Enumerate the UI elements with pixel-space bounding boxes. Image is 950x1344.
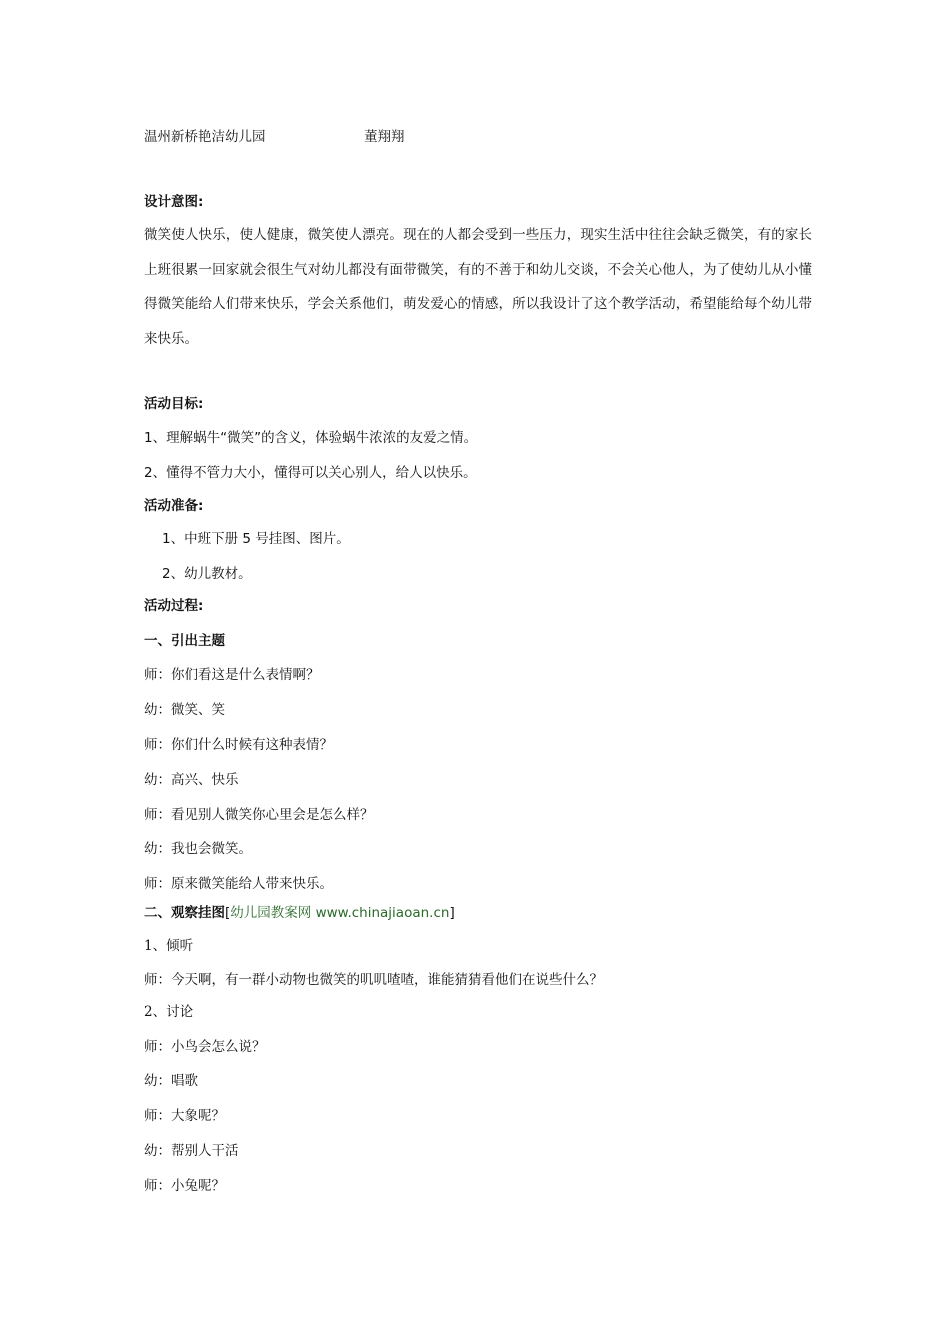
section2-title: 二、观察挂图 — [144, 905, 225, 921]
dialogue-line: 幼：我也会微笑。 — [144, 841, 252, 857]
school-name: 温州新桥艳洁幼儿园 — [144, 129, 266, 145]
dialogue-line: 师：看见别人微笑你心里会是怎么样？ — [144, 807, 374, 823]
prep-heading: 活动准备: — [144, 498, 204, 514]
dialogue-line: 幼：高兴、快乐 — [144, 772, 239, 788]
design-paragraph: 微笑使人快乐，使人健康，微笑使人漂亮。现在的人都会受到一些压力，现实生活中往往会缺乏微笑，有的家长上班很累一回家就会很生气对幼儿都没有面带微笑，有的不善于和幼儿交谈，不会关心他人，为了使幼儿从小懂得微笑能给人们带来快乐，学会关系他们，萌发爱心的情感，所以我设计了这个教学活动，希望能给每个幼儿带来快乐。 — [144, 227, 812, 347]
subsection-discuss: 2、讨论 — [144, 1004, 194, 1020]
site-link-url[interactable]: www.chinajiaoan.cn — [311, 905, 450, 921]
section1-title: 一、引出主题 — [144, 633, 225, 649]
prep-item: 2、幼儿教材。 — [162, 566, 252, 582]
subsection-listen: 1、倾听 — [144, 938, 194, 954]
dialogue-line: 师：原来微笑能给人带来快乐。 — [144, 876, 333, 892]
site-link-text[interactable]: 幼儿园教案网 — [230, 905, 312, 921]
dialogue-line: 幼：微笑、笑 — [144, 702, 225, 718]
design-heading: 设计意图: — [144, 194, 204, 210]
dialogue-line: 师：小兔呢？ — [144, 1178, 225, 1194]
process-heading: 活动过程: — [144, 598, 204, 614]
dialogue-line: 幼：帮别人干活 — [144, 1143, 239, 1159]
dialogue-line: 师：小鸟会怎么说？ — [144, 1039, 266, 1055]
goal-item: 2、懂得不管力大小，懂得可以关心别人，给人以快乐。 — [144, 465, 477, 481]
goal-item: 1、理解蜗牛“微笑”的含义，体验蜗牛浓浓的友爱之情。 — [144, 430, 478, 446]
prep-item: 1、中班下册 5 号挂图、图片。 — [162, 531, 350, 547]
bracket-close: ] — [449, 905, 455, 921]
dialogue-line: 师：你们看这是什么表情啊？ — [144, 667, 320, 683]
author-name: 董翔翔 — [364, 129, 405, 145]
bracket-open: [ — [225, 905, 231, 921]
section2-title-row — [144, 904, 455, 922]
goals-heading: 活动目标: — [144, 396, 204, 412]
dialogue-line: 师：今天啊，有一群小动物也微笑的叽叽喳喳，谁能猜猜看他们在说些什么？ — [144, 972, 603, 988]
dialogue-line: 幼：唱歌 — [144, 1073, 198, 1089]
dialogue-line: 师：你们什么时候有这种表情？ — [144, 737, 333, 753]
dialogue-line: 师：大象呢？ — [144, 1108, 225, 1124]
